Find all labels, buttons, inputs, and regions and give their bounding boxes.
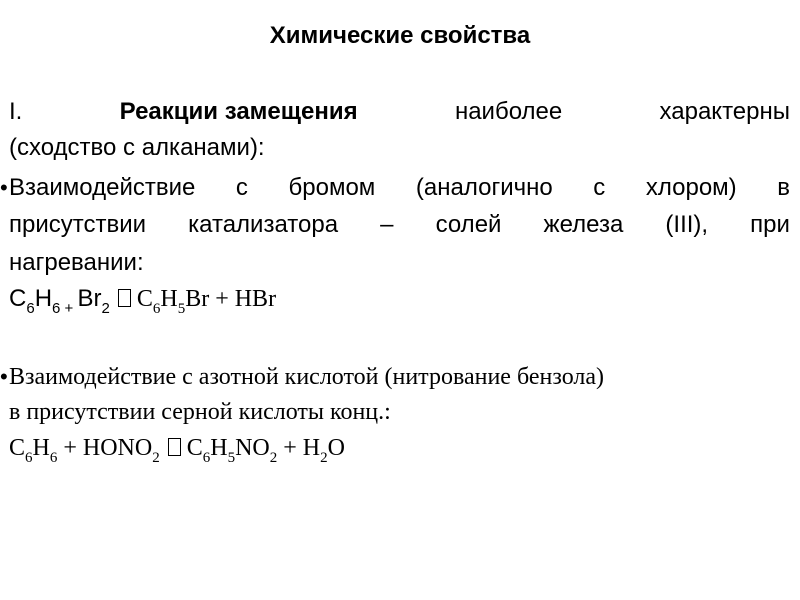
word: присутствии: [9, 211, 147, 238]
section1-word: характерны: [659, 98, 790, 125]
section-heading: Реакции замещения: [119, 98, 358, 125]
nitration-equation: $C_6H_6$ + $HONO_2$ $C_6H_5NO_2 + H_2O$: [9, 435, 345, 466]
word: Взаимодействие: [9, 174, 196, 201]
section-number: I.: [9, 98, 23, 125]
section1-line2: (сходство с алканами):: [9, 134, 265, 161]
word: железа: [543, 211, 624, 238]
word: (аналогично: [415, 174, 553, 201]
bromination-equation: $C_6H_6$ $_+$ $Br_2$ $C_6H_5Br$ + HBr: [9, 285, 277, 317]
slide-title: Химические свойства: [269, 22, 531, 49]
bullet: •: [0, 364, 8, 389]
section1-line1: [9, 98, 790, 126]
word: солей: [435, 211, 502, 238]
word: в: [777, 174, 790, 201]
arrow-glyph-icon: [118, 289, 131, 307]
word: с: [593, 174, 606, 201]
word: –: [380, 211, 394, 238]
word: (III),: [665, 211, 709, 238]
word: бромом: [288, 174, 376, 201]
arrow-glyph-icon: [168, 438, 181, 456]
word: катализатора: [188, 211, 339, 238]
word: хлором): [645, 174, 737, 201]
nitration-line1: Взаимодействие с азотной кислотой (нитрование бензола): [9, 364, 604, 390]
bromination-line1: [9, 174, 790, 202]
section1-word: наиболее: [454, 98, 563, 125]
bromination-line3: нагревании:: [9, 249, 144, 276]
word: с: [235, 174, 248, 201]
word: при: [750, 211, 790, 238]
bromination-line2: [9, 211, 790, 239]
bullet: •: [0, 175, 8, 200]
nitration-line2: в присутствии серной кислоты конц.:: [9, 399, 391, 425]
